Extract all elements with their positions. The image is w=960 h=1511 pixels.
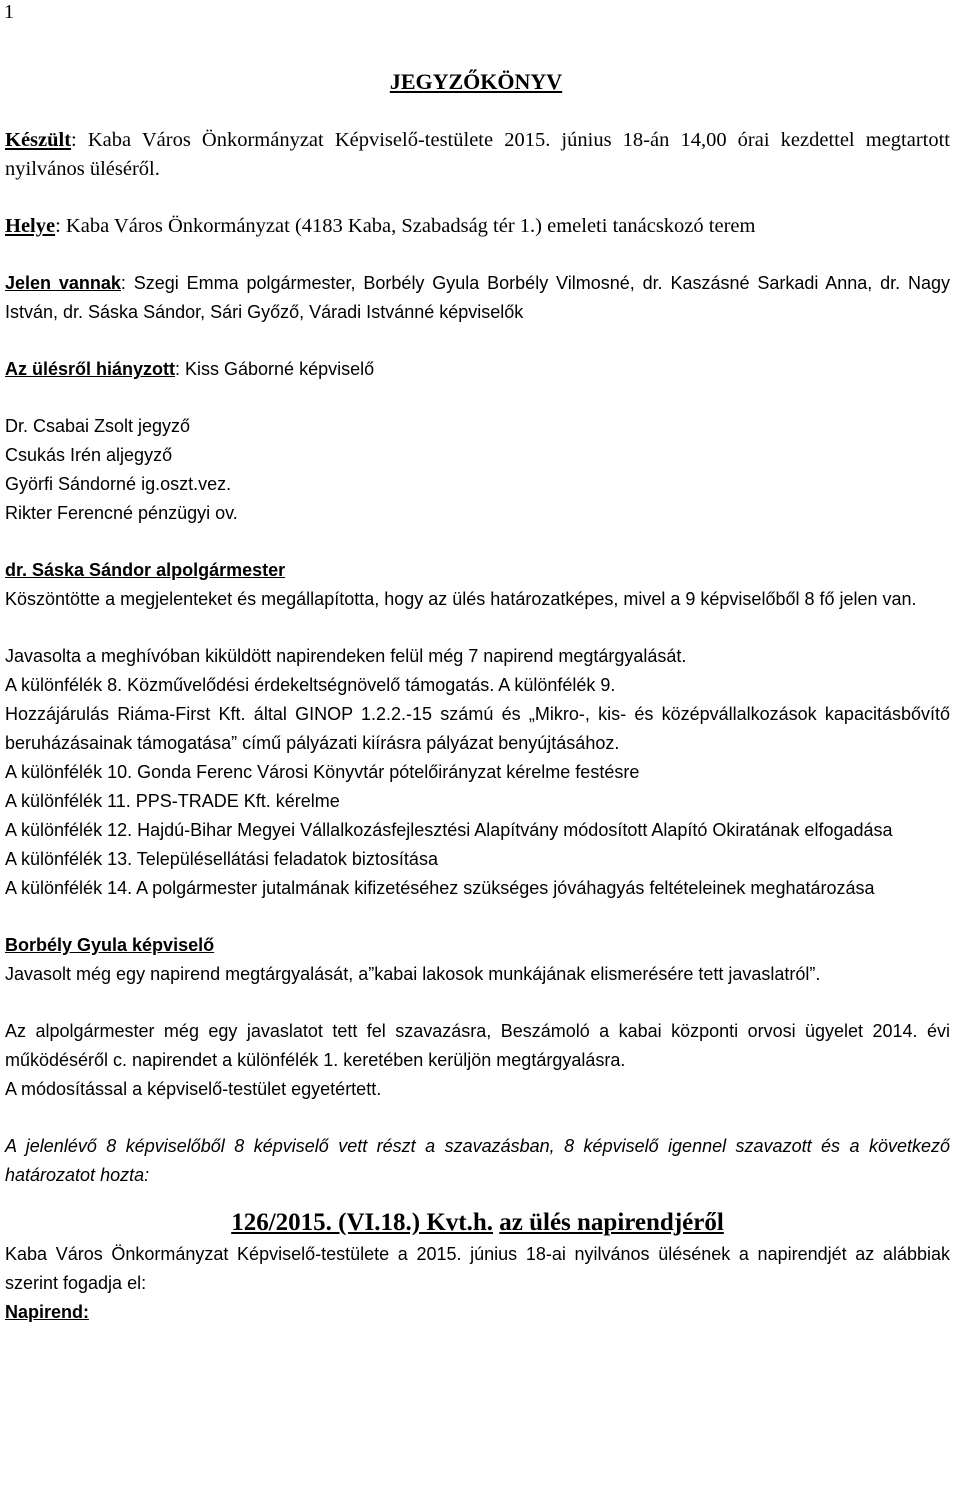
location-text: : Kaba Város Önkormányzat (4183 Kaba, Szabadság tér 1.) emeleti tanácskozó terem [55,215,756,237]
agenda-item: A különfélék 11. PPS-TRADE Kft. kérelme [5,791,340,811]
resolution-number: 126/2015. (VI.18.) Kvt.h. [231,1209,493,1236]
location-label: Helye [5,215,56,237]
agenda-block [5,642,950,903]
attendees-paragraph [5,269,950,327]
alpolgarmester-proposal: Az alpolgármester még egy javaslatot tett fel szavazásra, Beszámoló a kabai központi orvosi ügyelet 2014. évi működéséről c. napirendet a különfélék 1. keretében kerüljön megtárgyalásra. [5,1021,950,1070]
prepared-label: Készült [5,129,72,151]
agenda-item: A különfélék 8. Közművelődési érdekeltségnövelő támogatás. A különfélék 9. [5,675,616,695]
agenda-item: A különfélék 10. Gonda Ferenc Városi Könyvtár pótelőirányzat kérelme festésre [5,762,640,782]
staff-item: Csukás Irén aljegyző [5,445,173,465]
napirend-label: Napirend: [5,1302,90,1322]
resolution-heading [5,1206,950,1240]
resolution-text: Kaba Város Önkormányzat Képviselő-testülete a 2015. június 18-ai nyilvános ülésének a napirendjét az alábbiak szerint fogadja el: [5,1244,950,1293]
document-body [5,126,950,1327]
agreement-text: A módosítással a képviselő-testület egyetértett. [5,1079,382,1099]
absent-paragraph [5,355,950,384]
agenda-item: A különfélék 14. A polgármester jutalmának kifizetéséhez szükséges jóváhagyás feltételeinek meghatározása [5,878,875,898]
resolution-subject: az ülés napirendjéről [499,1209,724,1236]
location-paragraph [5,212,950,241]
staff-item: Rikter Ferencné pénzügyi ov. [5,503,238,523]
prepared-text: : Kaba Város Önkormányzat Képviselő-testülete 2015. június 18-án 14,00 órai kezdettel megtartott nyilvános üléséről. [5,129,950,180]
vote-text: A jelenlévő 8 képviselőből 8 képviselő vett részt a szavazásban, 8 képviselő igennel szavazott és a következő határozatot hozta: [5,1136,950,1185]
speaker1-name: dr. Sáska Sándor alpolgármester [5,560,286,580]
agenda-item: A különfélék 13. Településellátási feladatok biztosítása [5,849,438,869]
absent-text: : Kiss Gáborné képviselő [175,359,375,379]
prepared-paragraph [5,126,950,184]
agenda-intro: Javasolta a meghívóban kiküldött napirendeken felül még 7 napirend megtárgyalását. [5,646,687,666]
agenda-item: Hozzájárulás Riáma-First Kft. által GINOP 1.2.2.-15 számú és „Mikro-, kis- és középvállalkozások kapacitásbővítő beruházásainak támogatása” című pályázati kiírásra pályázat benyújtásához. [5,704,950,753]
staff-list [5,412,950,528]
staff-item: Györfi Sándorné ig.oszt.vez. [5,474,232,494]
page-number: 1 [4,1,14,23]
absent-label: Az ülésről hiányzott [5,359,176,379]
napirend-label-line [5,1298,950,1327]
attendees-label: Jelen vannak [5,273,121,293]
attendees-text: : Szegi Emma polgármester, Borbély Gyula Borbély Vilmosné, dr. Kaszásné Sarkadi Anna, dr. Nagy István, dr. Sáska Sándor, Sári Győző, Váradi Istvánné képviselők [5,273,951,322]
speaker1-text: Köszöntötte a megjelenteket és megállapította, hogy az ülés határozatképes, mivel a 9 képviselőből 8 fő jelen van. [5,589,917,609]
staff-item: Dr. Csabai Zsolt jegyző [5,416,191,436]
speaker2-name: Borbély Gyula képviselő [5,935,215,955]
agenda-item: A különfélék 12. Hajdú-Bihar Megyei Vállalkozásfejlesztési Alapítvány módosított Alapító Okiratának elfogadása [5,820,893,840]
speaker2-text: Javasolt még egy napirend megtárgyalását, a”kabai lakosok munkájának elismerésére tett javaslatról”. [5,964,821,984]
document-title: JEGYZŐKÖNYV [389,69,563,94]
